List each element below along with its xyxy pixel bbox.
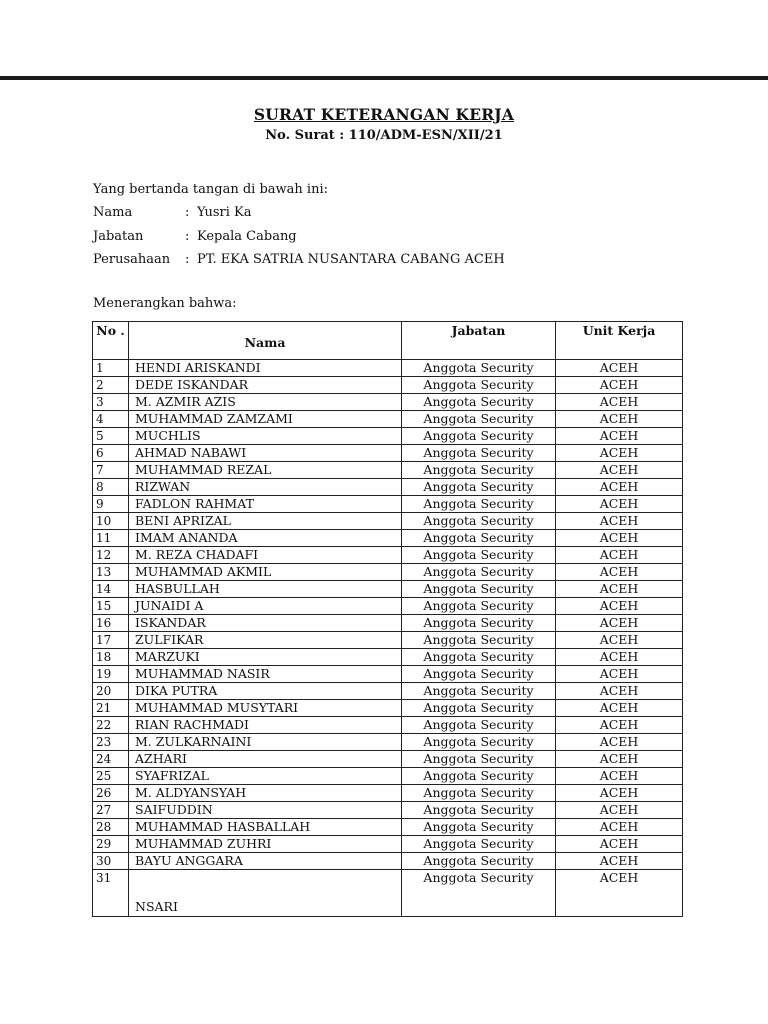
cell-nama: SAIFUDDIN (129, 802, 402, 819)
cell-unit-kerja: ACEH (556, 513, 683, 530)
cell-no: 31 (93, 870, 129, 917)
cell-unit-kerja: ACEH (556, 377, 683, 394)
cell-jabatan: Anggota Security (402, 479, 556, 496)
cell-unit-kerja: ACEH (556, 717, 683, 734)
cell-nama: AHMAD NABAWI (129, 445, 402, 462)
cell-unit-kerja: ACEH (556, 649, 683, 666)
cell-nama: MUHAMMAD ZUHRI (129, 836, 402, 853)
cell-jabatan: Anggota Security (402, 411, 556, 428)
cell-jabatan: Anggota Security (402, 547, 556, 564)
cell-no: 28 (93, 819, 129, 836)
table-row (93, 394, 683, 411)
table-row (93, 513, 683, 530)
cell-unit-kerja: ACEH (556, 666, 683, 683)
table-row (93, 377, 683, 394)
cell-nama: BAYU ANGGARA (129, 853, 402, 870)
table-body (93, 360, 683, 917)
table-row (93, 479, 683, 496)
table-row (93, 666, 683, 683)
header-jabatan: Jabatan (402, 322, 556, 360)
cell-unit-kerja: ACEH (556, 768, 683, 785)
cell-unit-kerja: ACEH (556, 785, 683, 802)
cell-no: 1 (93, 360, 129, 377)
table-row (93, 564, 683, 581)
cell-no: 7 (93, 462, 129, 479)
cell-jabatan: Anggota Security (402, 853, 556, 870)
cell-unit-kerja: ACEH (556, 496, 683, 513)
table-row (93, 411, 683, 428)
cell-no: 23 (93, 734, 129, 751)
cell-unit-kerja: ACEH (556, 853, 683, 870)
cell-no: 2 (93, 377, 129, 394)
cell-no: 3 (93, 394, 129, 411)
cell-nama: FADLON RAHMAT (129, 496, 402, 513)
cell-unit-kerja: ACEH (556, 547, 683, 564)
cell-no: 15 (93, 598, 129, 615)
cell-nama: HENDI ARISKANDI (129, 360, 402, 377)
cell-nama: MUCHLIS (129, 428, 402, 445)
cell-jabatan: Anggota Security (402, 564, 556, 581)
cell-jabatan: Anggota Security (402, 802, 556, 819)
cell-no: 13 (93, 564, 129, 581)
cell-unit-kerja: ACEH (556, 802, 683, 819)
cell-jabatan: Anggota Security (402, 666, 556, 683)
cell-no: 25 (93, 768, 129, 785)
cell-no: 30 (93, 853, 129, 870)
cell-unit-kerja: ACEH (556, 819, 683, 836)
cell-nama: MARZUKI (129, 649, 402, 666)
table-row (93, 700, 683, 717)
cell-unit-kerja: ACEH (556, 870, 683, 917)
signer-name-colon: : (185, 205, 190, 220)
table-row (93, 853, 683, 870)
cell-no: 20 (93, 683, 129, 700)
table-row (93, 836, 683, 853)
cell-jabatan: Anggota Security (402, 870, 556, 917)
signer-company-colon: : (185, 252, 190, 267)
cell-no: 11 (93, 530, 129, 547)
cell-no: 19 (93, 666, 129, 683)
cell-nama: DIKA PUTRA (129, 683, 402, 700)
cell-jabatan: Anggota Security (402, 785, 556, 802)
cell-nama: DEDE ISKANDAR (129, 377, 402, 394)
cell-unit-kerja: ACEH (556, 836, 683, 853)
header-rule (0, 76, 768, 80)
cell-unit-kerja: ACEH (556, 360, 683, 377)
cell-no: 27 (93, 802, 129, 819)
cell-unit-kerja: ACEH (556, 734, 683, 751)
employee-table (92, 321, 683, 917)
cell-jabatan: Anggota Security (402, 462, 556, 479)
cell-jabatan: Anggota Security (402, 700, 556, 717)
signer-position-colon: : (185, 229, 190, 244)
table-row (93, 734, 683, 751)
cell-unit-kerja: ACEH (556, 411, 683, 428)
cell-unit-kerja: ACEH (556, 530, 683, 547)
cell-unit-kerja: ACEH (556, 462, 683, 479)
cell-no: 14 (93, 581, 129, 598)
cell-unit-kerja: ACEH (556, 700, 683, 717)
cell-no: 10 (93, 513, 129, 530)
table-header-row (93, 322, 683, 360)
cell-nama: IMAM ANANDA (129, 530, 402, 547)
cell-unit-kerja: ACEH (556, 445, 683, 462)
cell-no: 17 (93, 632, 129, 649)
cell-jabatan: Anggota Security (402, 513, 556, 530)
cell-unit-kerja: ACEH (556, 683, 683, 700)
table-row (93, 428, 683, 445)
cell-jabatan: Anggota Security (402, 768, 556, 785)
cell-no: 9 (93, 496, 129, 513)
cell-nama: MUHAMMAD HASBALLAH (129, 819, 402, 836)
signer-position-value: Kepala Cabang (197, 229, 297, 244)
cell-nama: SYAFRIZAL (129, 768, 402, 785)
cell-nama: MUHAMMAD REZAL (129, 462, 402, 479)
cell-jabatan: Anggota Security (402, 819, 556, 836)
cell-no: 21 (93, 700, 129, 717)
cell-nama: HASBULLAH (129, 581, 402, 598)
cell-nama: NSARI (129, 870, 402, 917)
table-row (93, 802, 683, 819)
table-row (93, 717, 683, 734)
cell-nama: ISKANDAR (129, 615, 402, 632)
cell-jabatan: Anggota Security (402, 496, 556, 513)
cell-no: 29 (93, 836, 129, 853)
cell-jabatan: Anggota Security (402, 581, 556, 598)
cell-nama: JUNAIDI A (129, 598, 402, 615)
cell-unit-kerja: ACEH (556, 428, 683, 445)
table-row (93, 632, 683, 649)
signer-name-value: Yusri Ka (197, 205, 252, 220)
cell-nama: MUHAMMAD ZAMZAMI (129, 411, 402, 428)
letter-number-value: 110/ADM-ESN/XII/21 (348, 128, 503, 143)
cell-nama: BENI APRIZAL (129, 513, 402, 530)
cell-nama: ZULFIKAR (129, 632, 402, 649)
cell-unit-kerja: ACEH (556, 632, 683, 649)
table-row (93, 547, 683, 564)
cell-jabatan: Anggota Security (402, 598, 556, 615)
cell-jabatan: Anggota Security (402, 751, 556, 768)
lead-text: Menerangkan bahwa: (93, 296, 237, 311)
table-row (93, 683, 683, 700)
cell-jabatan: Anggota Security (402, 428, 556, 445)
cell-nama: RIZWAN (129, 479, 402, 496)
letter-number (0, 128, 768, 143)
table-row (93, 445, 683, 462)
cell-no: 12 (93, 547, 129, 564)
cell-jabatan: Anggota Security (402, 632, 556, 649)
cell-nama: RIAN RACHMADI (129, 717, 402, 734)
signer-company-value: PT. EKA SATRIA NUSANTARA CABANG ACEH (197, 252, 505, 267)
cell-nama: AZHARI (129, 751, 402, 768)
cell-no: 16 (93, 615, 129, 632)
cell-unit-kerja: ACEH (556, 394, 683, 411)
cell-nama: M. REZA CHADAFI (129, 547, 402, 564)
cell-unit-kerja: ACEH (556, 479, 683, 496)
cell-no: 26 (93, 785, 129, 802)
table-row (93, 751, 683, 768)
cell-jabatan: Anggota Security (402, 734, 556, 751)
table-row (93, 615, 683, 632)
cell-jabatan: Anggota Security (402, 530, 556, 547)
cell-jabatan: Anggota Security (402, 649, 556, 666)
cell-no: 22 (93, 717, 129, 734)
cell-jabatan: Anggota Security (402, 394, 556, 411)
table-row (93, 360, 683, 377)
cell-no: 5 (93, 428, 129, 445)
cell-jabatan: Anggota Security (402, 717, 556, 734)
table-row (93, 768, 683, 785)
cell-unit-kerja: ACEH (556, 615, 683, 632)
cell-unit-kerja: ACEH (556, 581, 683, 598)
signer-name-label: Nama (93, 205, 133, 220)
header-nama: Nama (129, 322, 402, 360)
cell-nama: M. ZULKARNAINI (129, 734, 402, 751)
table-row (93, 530, 683, 547)
signer-position-label: Jabatan (93, 229, 144, 244)
cell-unit-kerja: ACEH (556, 564, 683, 581)
cell-nama: MUHAMMAD AKMIL (129, 564, 402, 581)
cell-nama: MUHAMMAD MUSYTARI (129, 700, 402, 717)
cell-nama: M. AZMIR AZIS (129, 394, 402, 411)
cell-no: 24 (93, 751, 129, 768)
cell-no: 4 (93, 411, 129, 428)
table-row (93, 785, 683, 802)
cell-unit-kerja: ACEH (556, 751, 683, 768)
cell-jabatan: Anggota Security (402, 836, 556, 853)
table-row (93, 496, 683, 513)
table-row (93, 462, 683, 479)
cell-jabatan: Anggota Security (402, 615, 556, 632)
cell-nama: M. ALDYANSYAH (129, 785, 402, 802)
cell-jabatan: Anggota Security (402, 360, 556, 377)
signer-company-label: Perusahaan (93, 252, 171, 267)
table-row (93, 581, 683, 598)
table-row (93, 649, 683, 666)
letter-number-label: No. Surat : (265, 128, 345, 143)
header-unit-kerja: Unit Kerja (556, 322, 683, 360)
cell-no: 8 (93, 479, 129, 496)
cell-unit-kerja: ACEH (556, 598, 683, 615)
table-row (93, 819, 683, 836)
table-row (93, 870, 683, 917)
cell-no: 6 (93, 445, 129, 462)
intro-text: Yang bertanda tangan di bawah ini: (93, 182, 328, 197)
document-title: SURAT KETERANGAN KERJA (253, 105, 515, 124)
table-row (93, 598, 683, 615)
header-no: No . (93, 322, 129, 360)
cell-jabatan: Anggota Security (402, 445, 556, 462)
cell-nama: MUHAMMAD NASIR (129, 666, 402, 683)
cell-jabatan: Anggota Security (402, 377, 556, 394)
cell-jabatan: Anggota Security (402, 683, 556, 700)
cell-no: 18 (93, 649, 129, 666)
